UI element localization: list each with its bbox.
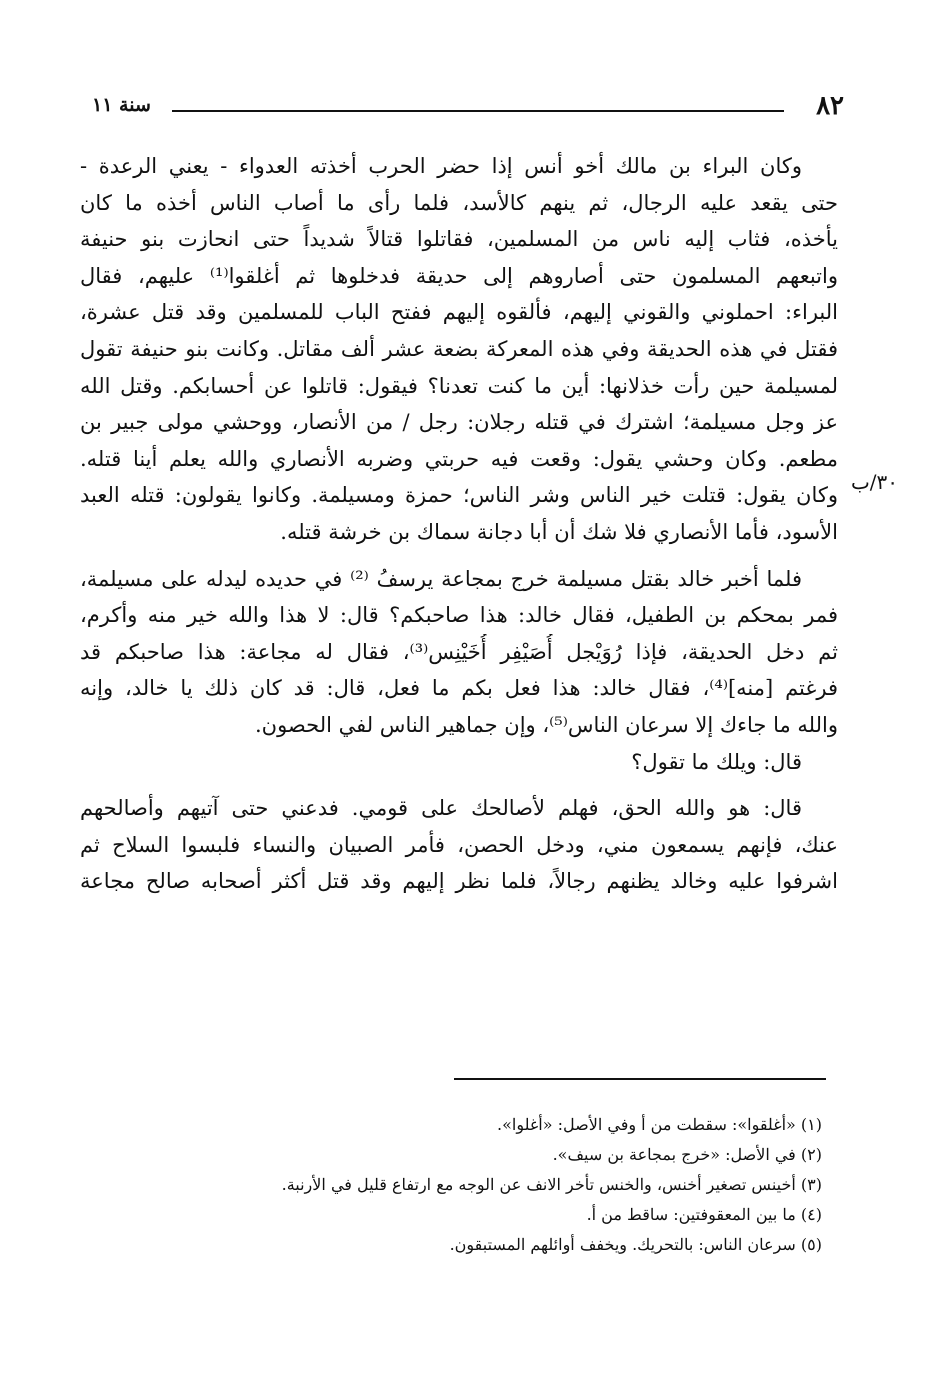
text-line: وكان يقول: قتلت خير الناس وشر الناس؛ حمزة ومسيلمة. وكانوا يقولون: قتله العبد <box>80 483 838 508</box>
main-text <box>80 148 838 900</box>
footnote-rule <box>454 1078 826 1080</box>
page-header <box>92 88 844 128</box>
text-line: حتى يقعد عليه الرجال، ثم ينهم كالأسد، فلما رأى ما أصاب الناس أخذه ما كان <box>80 190 838 215</box>
paragraph-gap <box>80 551 838 561</box>
text-line: واتبعهم المسلمون حتى أصاروهم إلى حديقة فدخلوها ثم أغلقوا⁽¹⁾ عليهم، فقال <box>80 263 838 288</box>
footnote: (٥) سرعان الناس: بالتحريك. ويخفف أوائلهم المستبقون. <box>449 1235 822 1254</box>
text-line: الأسود، فأما الأنصاري فلا شك أن أبا دجانة سماك بن خرشة قتله. <box>280 519 838 544</box>
text-line: اشرفوا عليه وخالد يظنهم رجالاً، فلما نظر إليهم وقد قتل أكثر أصحابه صالح مجاعة <box>80 869 838 894</box>
header-rule <box>172 110 784 112</box>
page-number: ٨٢ <box>816 91 844 121</box>
running-head: سنة ١١ <box>92 94 151 116</box>
text-line: وكان البراء بن مالك أخو أنس إذا حضر الحرب أخذته العدواء - يعني الرعدة - <box>80 154 802 178</box>
paragraph-gap <box>80 780 838 790</box>
text-line: ثم دخل الحديقة، فإذا رُوَيْجل أُصَيْفِر أُخَيْنِس⁽³⁾، فقال له مجاعة: هذا صاحبكم قد <box>80 639 838 664</box>
text-line: فلما أخبر خالد بقتل مسيلمة خرج بمجاعة يرسفُ ⁽²⁾ في حديده ليدله على مسيلمة، <box>80 566 802 591</box>
text-line: قال: ويلك ما تقول؟ <box>631 749 802 774</box>
footnote: (٣) أخينس تصغير أخنس، والخنس تأخر الانف عن الوجه مع ارتفاع قليل في الأرنبة. <box>281 1175 822 1194</box>
text-line: مطعم. وكان وحشي يقول: وقعت فيه حربتي وضربه الأنصاري والله يعلم أينا قتله. <box>80 446 838 471</box>
text-line: فقتل في هذه الحديقة وفي هذه المعركة بضعة عشر ألف مقاتل. وكانت بنو حنيفة تقول <box>80 336 838 361</box>
footnote: (٤) ما بين المعقوفتين: ساقط من أ. <box>586 1205 822 1224</box>
text-line: والله ما جاءك إلا سرعان الناس⁽⁵⁾، وإن جماهير الناس لفي الحصون. <box>254 712 838 737</box>
text-line: عز وجل مسيلمة؛ اشترك في قتله رجلان: رجل / من الأنصار، ووحشي مولى جبير بن <box>80 410 838 435</box>
text-line: عنك، فإنهم يسمعون مني، ودخل الحصن، فأمر الصبيان والنساء فلبسوا السلاح ثم <box>80 832 838 857</box>
text-line: فرغتم [منه]⁽⁴⁾، فقال خالد: هذا فعل بكم ما فعل، قال: قد كان ذلك يا خالد، وإنه <box>80 676 838 701</box>
manuscript-folio-note: ٣٠/ب <box>850 470 898 494</box>
footnote: (١) «أغلقوا»: سقطت من أ وفي الأصل: «أغلوا». <box>497 1115 822 1134</box>
text-line: لمسيلمة حين رأت خذلانها: أين ما كنت تعدنا؟ فيقول: قاتلوا عن أحسابكم. وقتل الله <box>80 373 838 398</box>
footnote: (٢) في الأصل: «خرج بمجاعة بن سيف». <box>552 1145 822 1164</box>
text-line: البراء: احملوني والقوني إليهم، فألقوه إليهم ففتح الباب للمسلمين وقد قتل عشرة، <box>80 300 838 325</box>
text-line: فمر بمحكم بن الطفيل، فقال خالد: هذا صاحبكم؟ قال: لا هذا والله خير منه وأكرم، <box>80 603 838 628</box>
text-line: قال: هو والله الحق، فهلم لأصالحك على قومي. فدعني حتى آتيهم وأصالحهم <box>80 796 802 821</box>
footnotes <box>200 1110 822 1260</box>
text-line: يأخذه، فثاب إليه ناس من المسلمين، فقاتلوا قتالاً شديداً حتى انحازت بنو حنيفة <box>80 227 838 252</box>
